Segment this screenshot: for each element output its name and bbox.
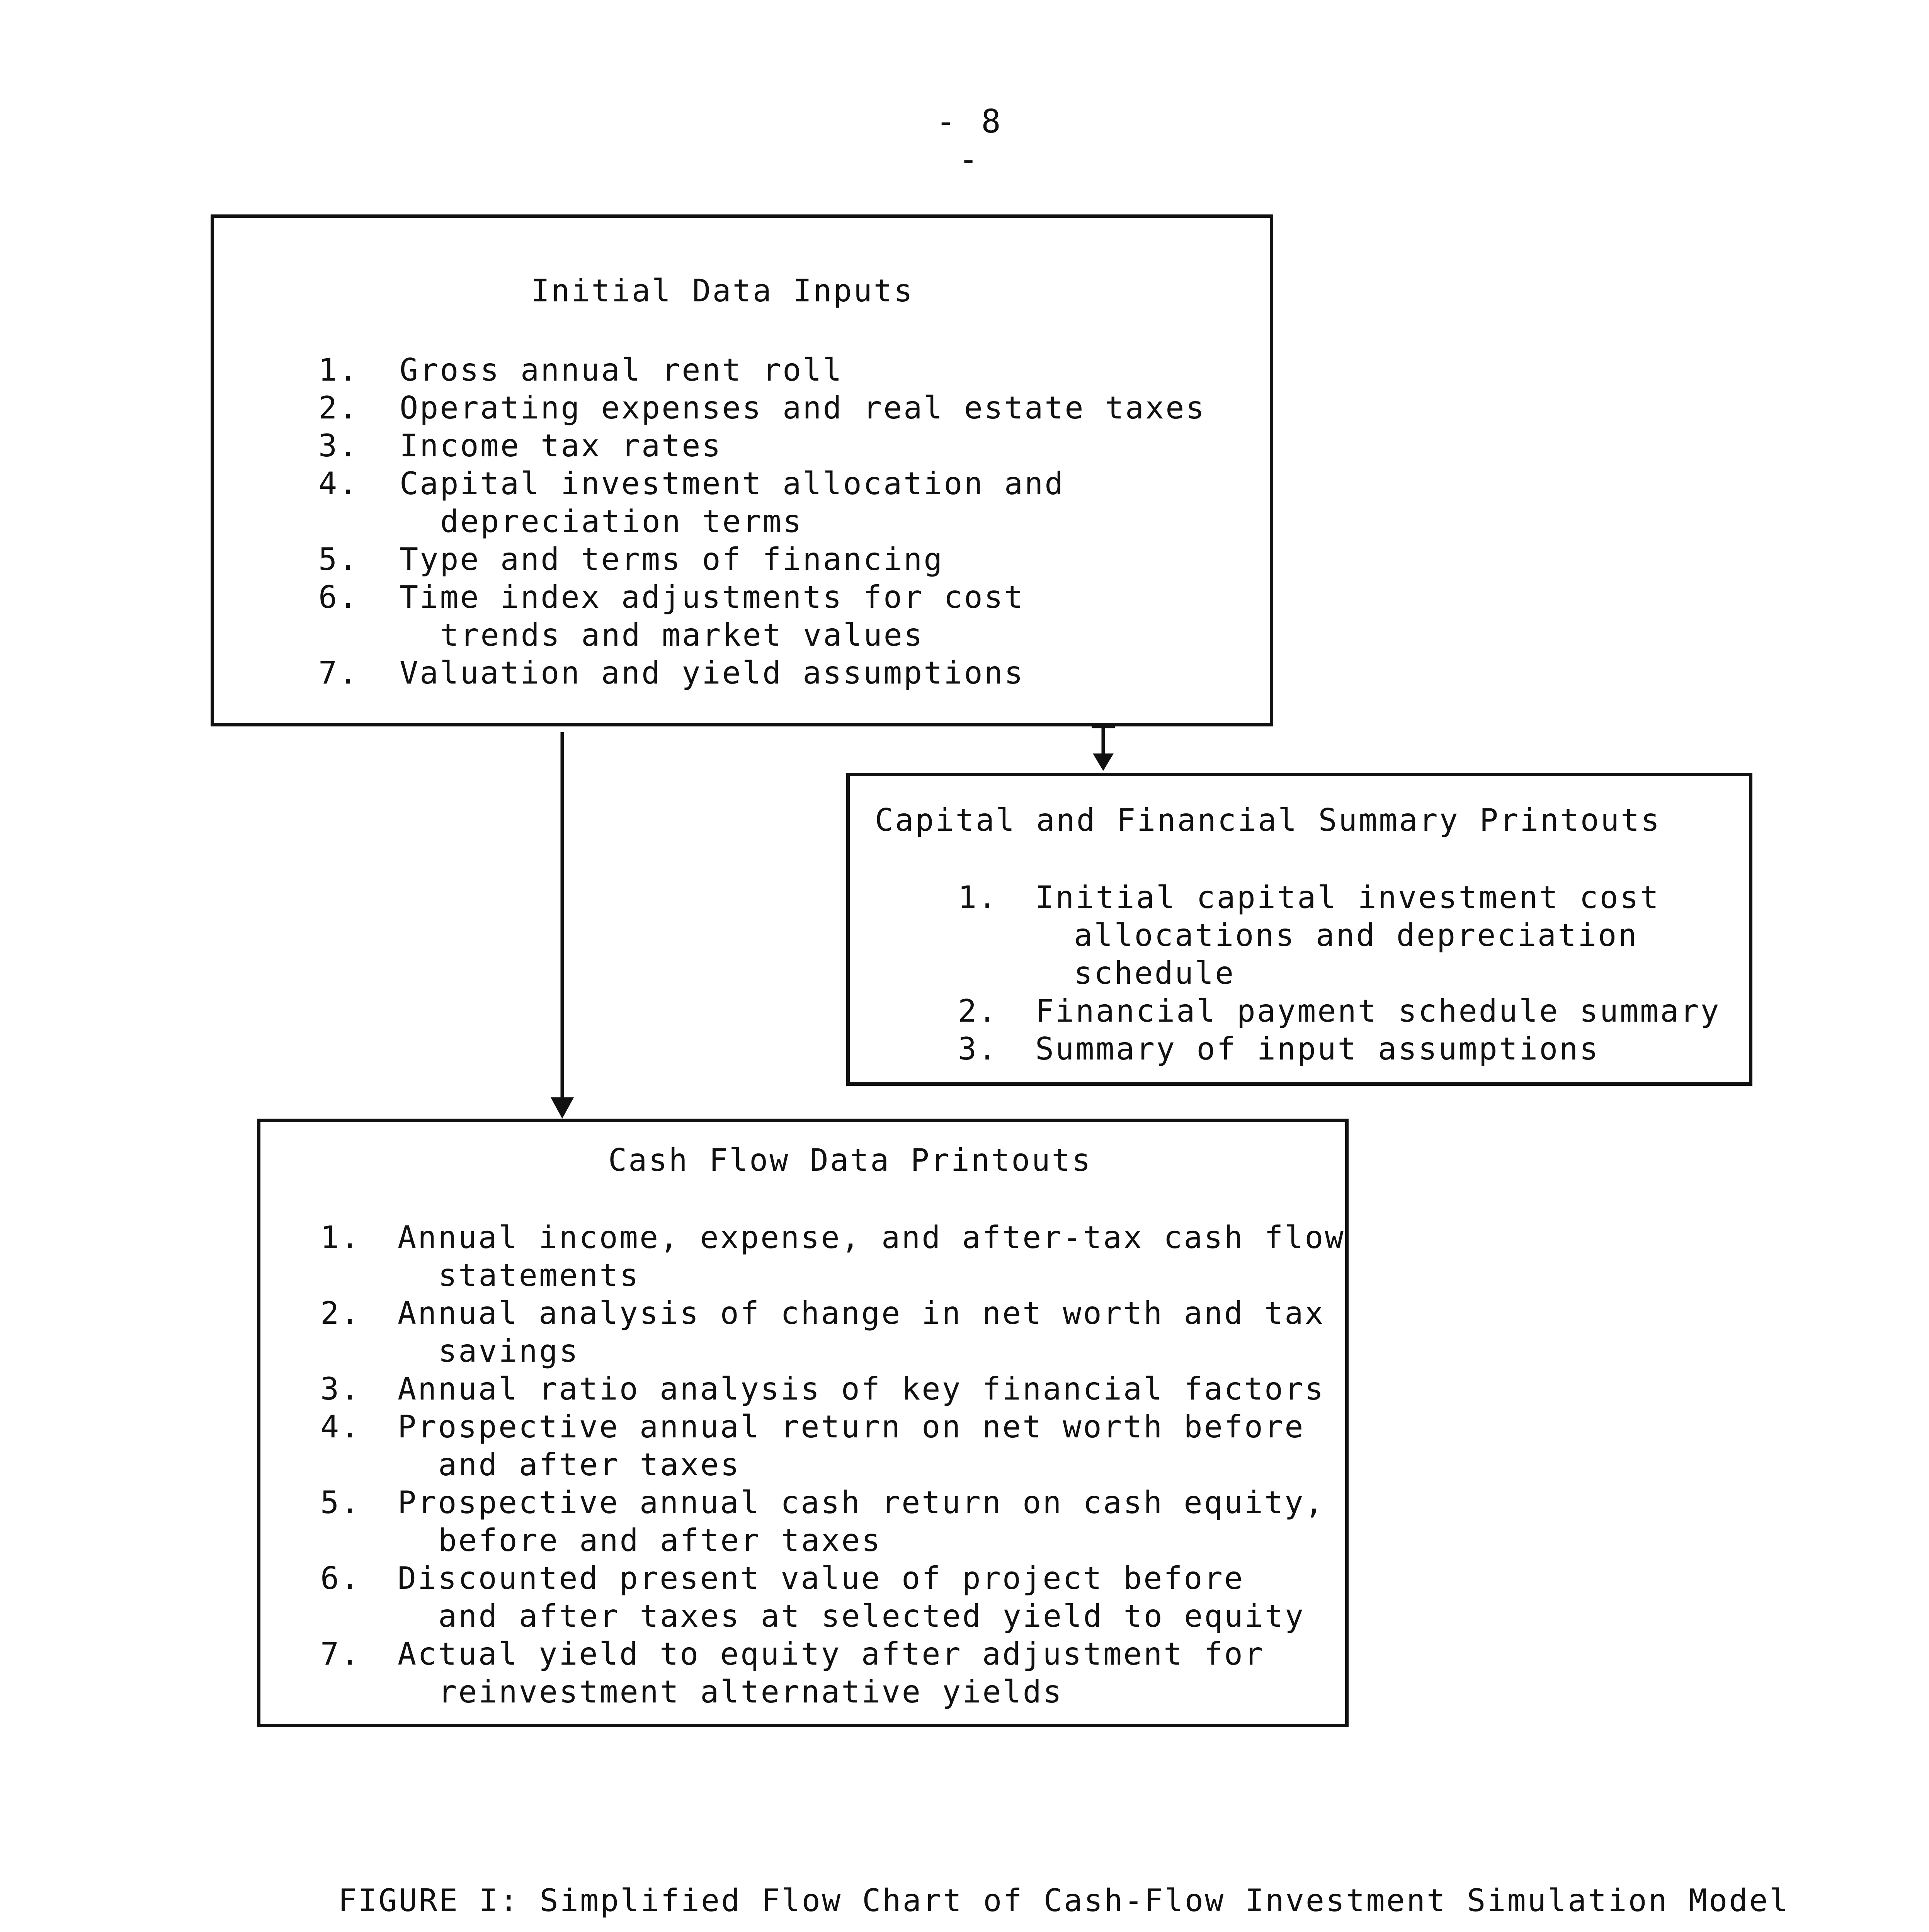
item-text-continued: savings [438,1333,580,1369]
cash-flow-data-printouts-title: Cash Flow Data Printouts [608,1142,1092,1178]
item-text: Summary of input assumptions [1035,1031,1600,1067]
item-number: 3. [958,1031,999,1067]
item-text: Annual income, expense, and after-tax cash flow [398,1219,1345,1255]
item-number: 4. [320,1409,361,1445]
item-text: Income tax rates [400,428,722,464]
item-number: 2. [320,1295,361,1331]
item-text: Discounted present value of project before [398,1560,1244,1596]
item-number: 3. [318,428,359,464]
item-text: Annual ratio analysis of key financial factors [398,1371,1325,1407]
item-number: 4. [318,466,359,502]
arrow-to-cash-flow [551,732,574,1119]
item-number: 5. [320,1485,361,1520]
item-text-continued: statements [438,1257,640,1293]
item-text-continued: depreciation terms [440,503,803,539]
initial-data-inputs-title: Initial Data Inputs [531,273,914,309]
item-text-continued: and after taxes at selected yield to equity [438,1598,1305,1634]
item-number: 1. [958,879,999,915]
item-text: Type and terms of financing [400,541,944,577]
item-text-continued: before and after taxes [438,1522,882,1558]
item-text: Time index adjustments for cost [400,579,1025,615]
item-number: 2. [958,993,999,1029]
item-text: Initial capital investment cost [1035,879,1660,915]
item-number: 2. [318,390,359,426]
item-text: Capital investment allocation and [400,466,1065,502]
item-text-continued: reinvestment alternative yields [438,1674,1063,1710]
item-text: Prospective annual cash return on cash equity, [398,1485,1325,1520]
item-text-continued: schedule [1074,955,1235,991]
figure-caption: FIGURE I: Simplified Flow Chart of Cash-Flow Investment Simulation Model [338,1883,1790,1918]
capital-financial-summary-title: Capital and Financial Summary Printouts [875,802,1661,838]
item-number: 1. [318,352,359,388]
item-number: 7. [320,1636,361,1672]
item-number: 1. [320,1219,361,1255]
item-text: Valuation and yield assumptions [400,655,1025,691]
arrow-to-capital-summary [1092,726,1115,771]
page-number: - 8 - [936,102,1004,178]
item-text-continued: allocations and depreciation [1074,917,1638,953]
item-text: Gross annual rent roll [400,352,843,388]
item-text: Financial payment schedule summary [1035,993,1721,1029]
item-text-continued: trends and market values [440,617,924,653]
item-number: 7. [318,655,359,691]
item-number: 3. [320,1371,361,1407]
item-number: 5. [318,541,359,577]
item-text: Annual analysis of change in net worth and tax [398,1295,1325,1331]
item-text-continued: and after taxes [438,1447,741,1483]
item-number: 6. [318,579,359,615]
item-text: Prospective annual return on net worth before [398,1409,1305,1445]
item-text: Actual yield to equity after adjustment for [398,1636,1265,1672]
item-number: 6. [320,1560,361,1596]
item-text: Operating expenses and real estate taxes [400,390,1206,426]
